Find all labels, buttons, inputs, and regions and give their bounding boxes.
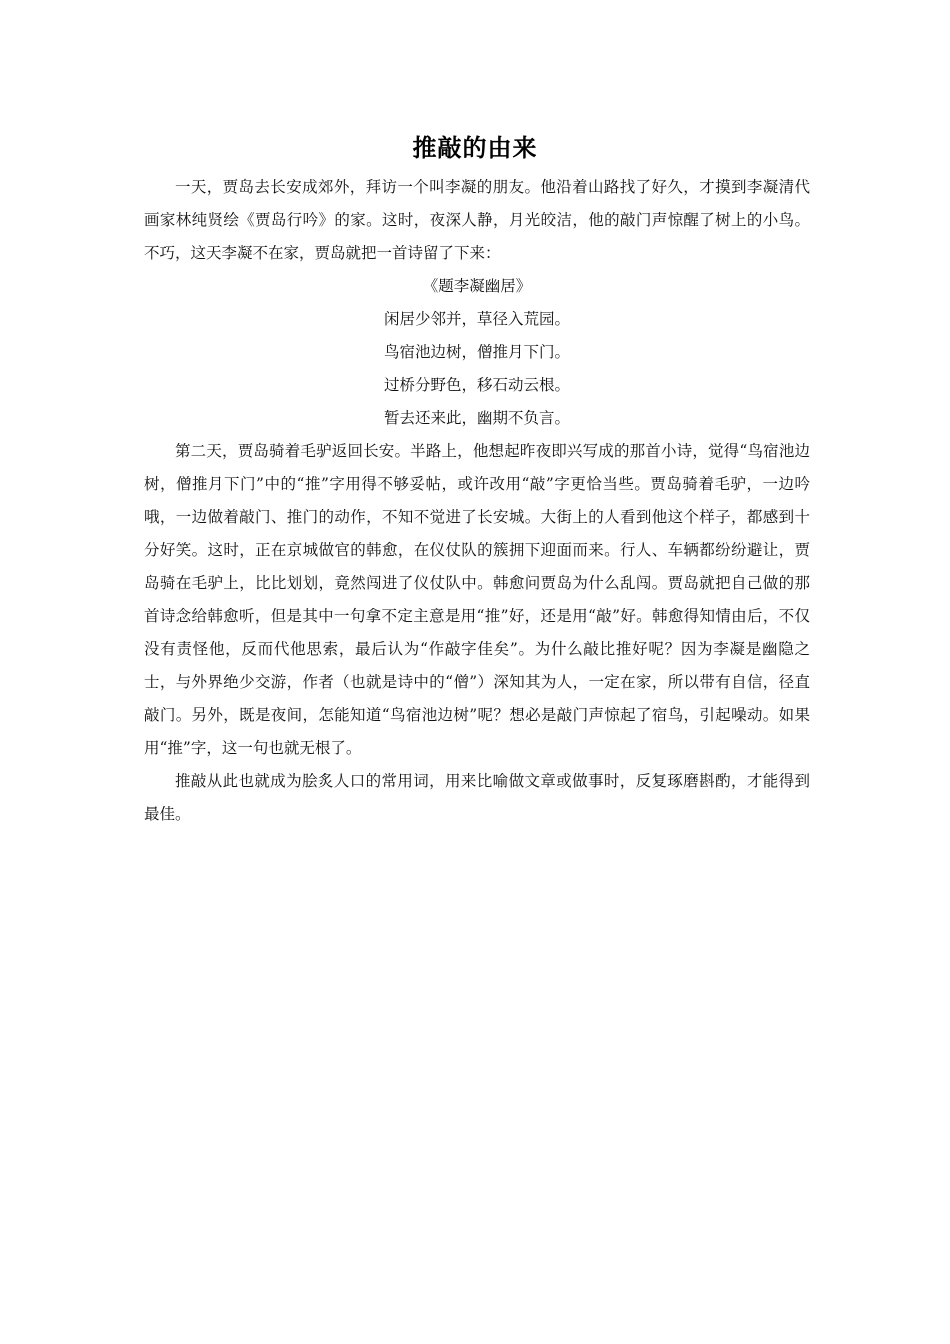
document-title: 推敲的由来 [412,134,538,162]
poem-block [144,270,810,435]
poem-title: 《题李凝幽居》 [422,277,532,295]
poem-line: 过桥分野色，移石动云根。 [383,376,570,394]
poem-line: 暂去还来此，幽期不负言。 [383,409,570,427]
paragraph-conclusion: 推敲从此也就成为脍炙人口的常用词，用来比喻做文章或做事时，反复琢磨斟酌，才能得到最佳。 [144,772,810,823]
poem-line: 鸟宿池边树，僧推月下门。 [383,343,570,361]
document-body [144,171,810,831]
poem-line: 闲居少邻并，草径入荒园。 [383,310,570,328]
paragraph-intro: 一天，贾岛去长安成郊外，拜访一个叫李凝的朋友。他沿着山路找了好久，才摸到李凝清代画家林纯贤绘《贾岛行吟》的家。这时，夜深人静，月光皎洁，他的敲门声惊醒了树上的小鸟。不巧，这天李凝不在家，贾岛就把一首诗留了下来： [144,178,810,262]
paragraph-story: 第二天，贾岛骑着毛驴返回长安。半路上，他想起昨夜即兴写成的那首小诗，觉得“鸟宿池边树，僧推月下门”中的“推”字用得不够妥帖，或许改用“敲”字更恰当些。贾岛骑着毛驴，一边吟哦，一边做着敲门、推门的动作，不知不觉进了长安城。大街上的人看到他这个样子，都感到十分好笑。这时，正在京城做官的韩愈，在仪仗队的簇拥下迎面而来。行人、车辆都纷纷避让，贾岛骑在毛驴上，比比划划，竟然闯进了仪仗队中。韩愈问贾岛为什么乱闯。贾岛就把自己做的那首诗念给韩愈听，但是其中一句拿不定主意是用“推”好，还是用“敲”好。韩愈得知情由后，不仅没有责怪他，反而代他思索，最后认为“作敲字佳矣”。为什么敲比推好呢？因为李凝是幽隐之士，与外界绝少交游，作者（也就是诗中的“僧”）深知其为人，一定在家，所以带有自信，径直敲门。另外，既是夜间，怎能知道“鸟宿池边树”呢？想必是敲门声惊起了宿鸟，引起噪动。如果用“推”字，这一句也就无根了。 [144,442,810,757]
